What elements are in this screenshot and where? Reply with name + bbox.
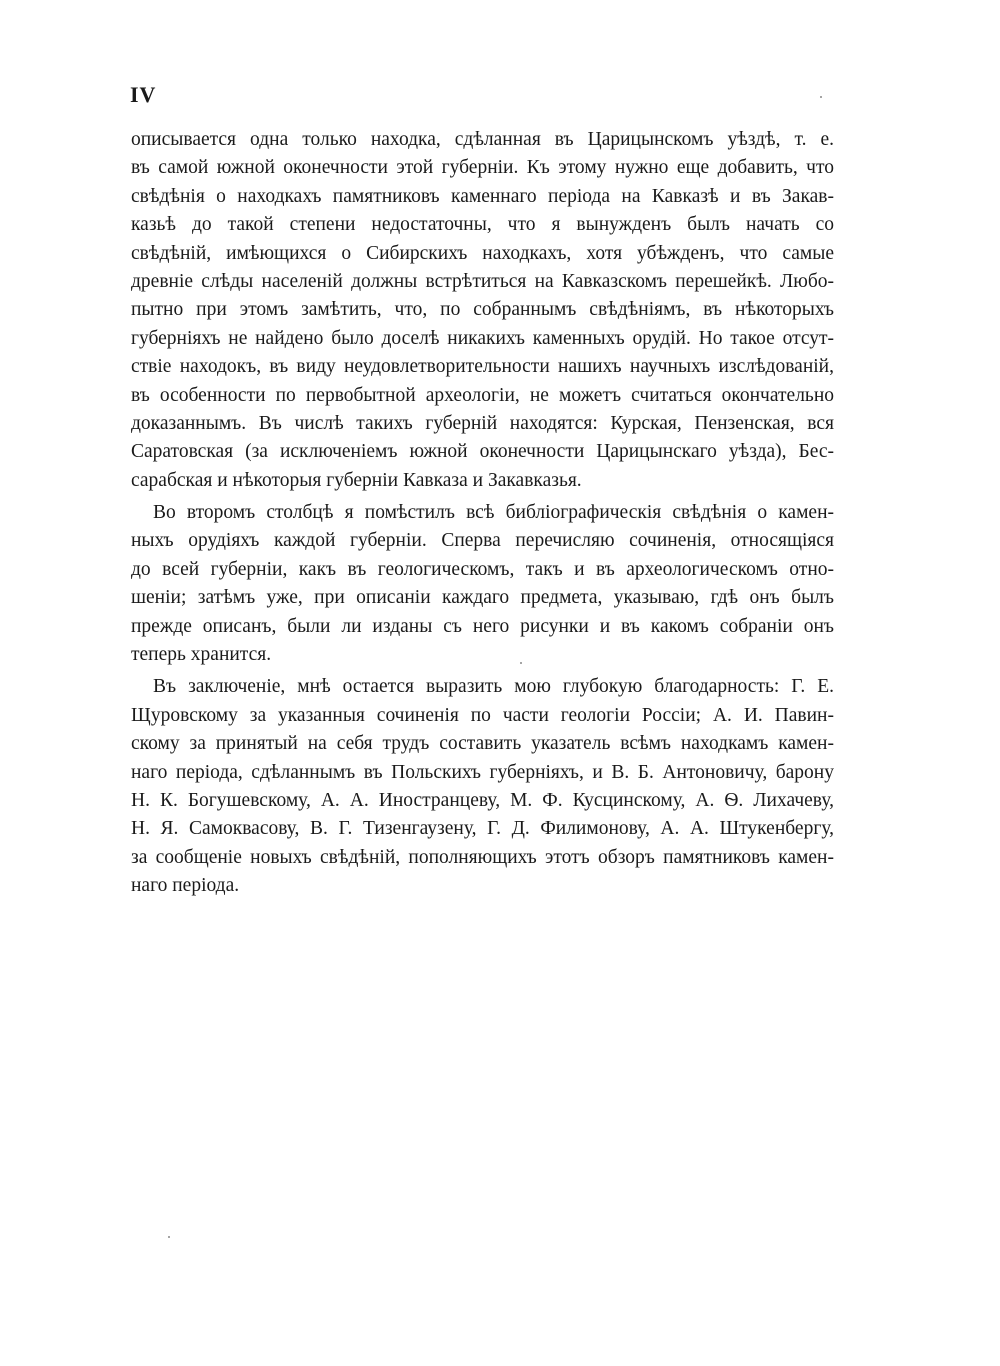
paragraph-2 bbox=[131, 499, 834, 669]
paragraph-3 bbox=[131, 673, 834, 900]
text-line: сарабская и нѣкоторыя губерніи Кавказа и Закавказья. bbox=[131, 469, 582, 491]
text-line: до всей губерніи, какъ въ геологическомъ, такъ и въ археологическомъ отно- bbox=[131, 558, 834, 580]
text-line: доказаннымъ. Въ числѣ такихъ губерній находятся: Курская, Пензенская, вся bbox=[131, 412, 834, 434]
text-line: описывается одна только находка, сдѣланная въ Царицынскомъ уѣздѣ, т. е. bbox=[131, 129, 834, 150]
text-line: теперь хранится. bbox=[131, 644, 272, 666]
text-line: свѣдѣній, имѣющихся о Сибирскихъ находкахъ, хотя убѣжденъ, что самые bbox=[131, 242, 834, 264]
text-line: пытно при этомъ замѣтить, что, по собраннымъ свѣдѣніямъ, въ нѣкоторыхъ bbox=[131, 299, 834, 321]
text-line: ныхъ орудіяхъ каждой губерніи. Сперва перечисляю сочиненія, относящіяся bbox=[131, 530, 834, 552]
text-line: скому за принятый на себя трудъ составить указатель всѣмъ находкамъ камен- bbox=[131, 733, 834, 755]
text-line: за сообщеніе новыхъ свѣдѣній, пополняющихъ этотъ обзоръ памятниковъ камен- bbox=[131, 846, 834, 868]
text-line: древніе слѣды населеній должны встрѣтиться на Кавказскомъ перешейкѣ. Любо- bbox=[131, 270, 834, 292]
scan-speck bbox=[520, 662, 522, 664]
text-line: Н. Я. Самоквасову, В. Г. Тизенгаузену, Г. Д. Филимонову, А. А. Штукенбергу, bbox=[131, 818, 834, 840]
text-line: свѣдѣнія о находкахъ памятниковъ каменнаго періода на Кавказѣ и въ Закав- bbox=[131, 185, 834, 207]
paragraph-1 bbox=[131, 126, 834, 495]
text-line: Щуровскому за указанныя сочиненія по части геологіи Россіи; А. И. Павин- bbox=[131, 704, 834, 726]
text-line: Во второмъ столбцѣ я помѣстилъ всѣ библіографическія свѣдѣнія о камен- bbox=[153, 502, 834, 524]
text-line: въ особенности по первобытной археологіи, не можетъ считаться окончательно bbox=[131, 384, 834, 406]
text-line: въ самой южной оконечности этой губерніи. Къ этому нужно еще добавить, что bbox=[131, 157, 834, 179]
text-line: Саратовская (за исключеніемъ южной оконечности Царицынскаго уѣзда), Бес- bbox=[131, 441, 834, 463]
text-line: казьѣ до такой степени недостаточны, что я вынужденъ былъ начать со bbox=[131, 214, 834, 236]
scan-speck bbox=[168, 1236, 170, 1238]
body-text bbox=[131, 126, 834, 901]
page-number: IV bbox=[130, 82, 157, 107]
text-line: шеніи; затѣмъ уже, при описаніи каждаго предмета, указываю, гдѣ онъ былъ bbox=[131, 587, 834, 609]
text-line: наго періода, сдѣланнымъ въ Польскихъ губерніяхъ, и В. Б. Антоновичу, барону bbox=[131, 761, 834, 783]
text-line: наго періода. bbox=[131, 875, 240, 897]
text-line: губерніяхъ не найдено было доселѣ никакихъ каменныхъ орудій. Но такое отсут- bbox=[131, 327, 834, 349]
scan-speck bbox=[820, 96, 822, 98]
text-line: ствіе находокъ, въ виду неудовлетворительности нашихъ научныхъ изслѣдованій, bbox=[131, 356, 834, 378]
text-line: Н. К. Богушевскому, А. А. Иностранцеву, М. Ф. Кусцинскому, А. Ѳ. Лихачеву, bbox=[131, 789, 834, 811]
text-line: Въ заключеніе, мнѣ остается выразить мою глубокую благодарность: Г. Е. bbox=[153, 676, 834, 698]
text-line: прежде описанъ, были ли изданы съ него рисунки и въ какомъ собраніи онъ bbox=[131, 615, 834, 637]
